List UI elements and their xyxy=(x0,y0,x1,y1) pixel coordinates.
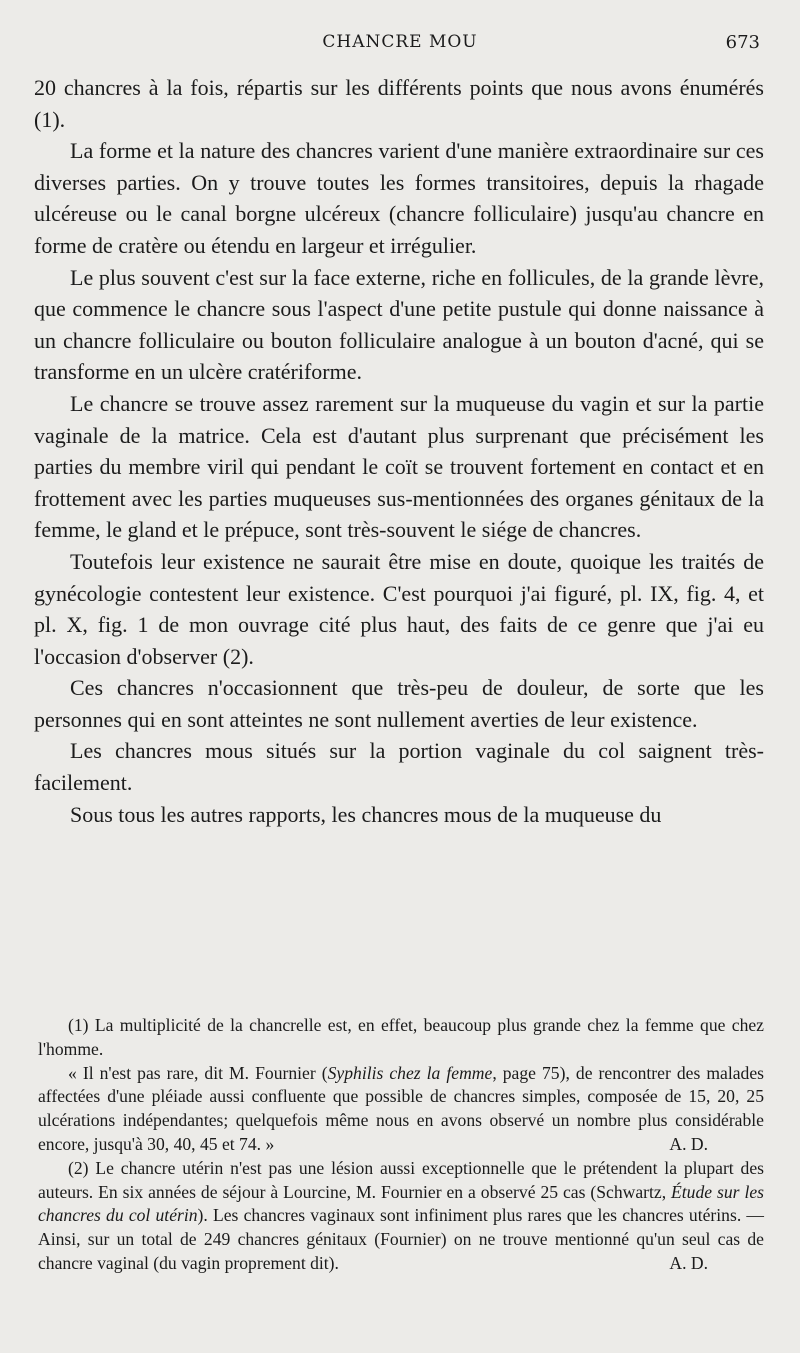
paragraph: Sous tous les autres rapports, les chancres mous de la muqueuse du xyxy=(70,801,662,827)
paragraph: Toutefois leur existence ne saurait être mise en doute, quoique les traités de gynécologie contestent leur existence. C'est pourquoi j'ai figuré, pl. IX, fig. 4, et pl. X, fig. 1 de mon ouvrage cité plus haut, des faits de ce genre que j'ai eu l'occasion d'observer (2). xyxy=(34,548,764,669)
paragraph-continuation: 20 chancres à la fois, répartis sur les différents points que nous avons énumérés (1). xyxy=(34,75,764,132)
running-header xyxy=(0,32,800,58)
quote-source-title: Syphilis chez la femme xyxy=(327,1062,493,1083)
running-title: CHANCRE MOU xyxy=(322,32,478,52)
footnote-2-text-end: ). Les chancres vaginaux sont infiniment plus rares que les chancres utérins. — Ainsi, sur un total de 249 chancres génitaux (Fournier) on ne trouve mentionné qu'un seul cas de chancre vaginal (du vagin proprement dit). xyxy=(38,1205,764,1273)
footnote-signature: A. D. xyxy=(669,1133,708,1154)
footnote-2-text-start: (2) Le chancre utérin n'est pas une lésion aussi exceptionnelle que le prétendent la plupart des auteurs. En six années de séjour à Lourcine, M. Fournier en a observé 25 cas (Schwartz, xyxy=(38,1157,764,1202)
footnote-2-source-title: Étude sur les chancres du col utérin xyxy=(38,1181,764,1226)
footnote-1: (1) La multiplicité de la chancrelle est, en effet, beaucoup plus grande chez la femme que chez l'homme. xyxy=(38,1015,764,1059)
quote-text-start: « Il n'est pas rare, dit M. Fournier ( xyxy=(68,1062,328,1083)
main-text xyxy=(34,72,764,830)
paragraph: La forme et la nature des chancres varient d'une manière extraordinaire sur ces diverses parties. On y trouve toutes les formes transitoires, depuis la rhagade ulcéreuse ou le canal borgne ulcéreux (chancre folliculaire) jusqu'au chancre en forme de cratère ou étendu en largeur et irrégulier. xyxy=(34,138,764,258)
quote-text-end: , page 75), de rencontrer des malades affectées d'une pléiade aussi confluente que possible de chancres simples, composée de 15, 20, 25 ulcérations indépendantes; quelquefois même nous en avons observé un nombre plus considérable encore, jusqu'à 30, 40, 45 et 74. » xyxy=(38,1062,765,1154)
paragraph: Ces chancres n'occasionnent que très-peu de douleur, de sorte que les personnes qui en sont atteintes ne sont nullement averties de leur existence. xyxy=(34,675,764,732)
page-number: 673 xyxy=(725,32,760,53)
paragraph: Le plus souvent c'est sur la face externe, riche en follicules, de la grande lèvre, que commence le chancre sous l'aspect d'une petite pustule qui donne naissance à un chancre folliculaire ou bouton folliculaire analogue à un bouton d'acné, qui se transforme en un ulcère cratériforme. xyxy=(34,264,764,385)
footnotes xyxy=(38,1014,764,1276)
footnote-1-quote xyxy=(38,1062,764,1157)
footnote-2 xyxy=(38,1157,764,1276)
paragraph: Le chancre se trouve assez rarement sur la muqueuse du vagin et sur la partie vaginale de la matrice. Cela est d'autant plus surprenant que précisément les parties du membre viril qui pendant le coït se trouvent fortement en contact et en frottement avec les parties muqueuses sus-mentionnées des organes génitaux de la femme, le gland et le prépuce, sont très-souvent le siége de chancres. xyxy=(34,390,764,543)
footnote-signature: A. D. xyxy=(669,1252,708,1273)
paragraph: Les chancres mous situés sur la portion vaginale du col saignent très-facilement. xyxy=(34,738,764,796)
